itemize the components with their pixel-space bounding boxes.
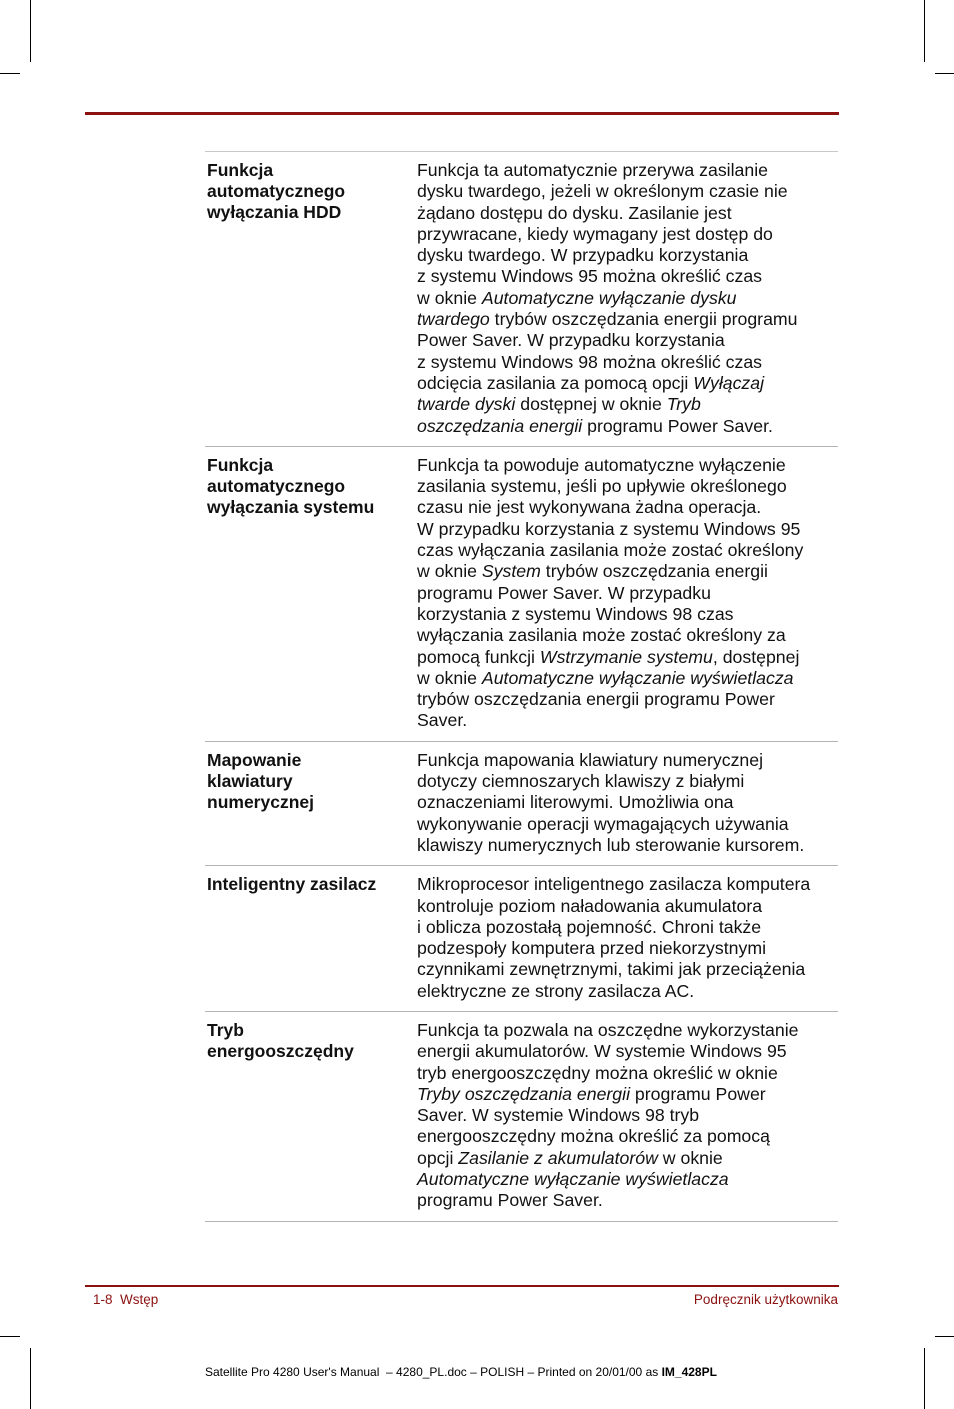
description-line — [417, 455, 838, 476]
print-info-code: IM_428PL — [661, 1365, 717, 1379]
description-emphasis: Wstrzymanie systemu — [539, 646, 713, 667]
description-text: Mikroprocesor inteligentnego zasilacza komputera — [417, 874, 811, 895]
description-line — [417, 750, 838, 771]
description-text: dostępnej w oknie — [515, 394, 667, 415]
feature-table — [205, 152, 838, 1222]
description-line — [417, 917, 838, 938]
term-line: Funkcja — [207, 160, 274, 180]
description-text: żądano dostępu do dysku. Zasilanie jest — [417, 202, 732, 223]
description-emphasis: Zasilanie z akumulatorów — [458, 1147, 658, 1168]
crop-mark — [30, 1348, 31, 1409]
description-line — [417, 181, 838, 202]
table-row — [205, 742, 838, 866]
term-line: Inteligentny zasilacz — [207, 874, 377, 895]
description-text: W przypadku korzystania z systemu Windows 95 — [417, 518, 801, 539]
crop-mark — [924, 1348, 925, 1409]
description-emphasis: Tryby oszczędzania energii — [417, 1083, 631, 1104]
description-line — [417, 938, 838, 959]
description-line — [417, 416, 838, 437]
feature-term — [205, 750, 416, 856]
term-line: automatycznego — [207, 476, 346, 497]
term-line: Mapowanie — [207, 749, 302, 770]
feature-description — [416, 160, 838, 437]
feature-term — [205, 455, 416, 732]
description-line — [417, 1190, 838, 1211]
description-emphasis: System — [481, 561, 541, 582]
description-line — [417, 497, 838, 518]
description-text: Saver. — [417, 710, 468, 731]
description-line — [417, 309, 838, 330]
description-text: energii akumulatorów. W systemie Windows 95 — [417, 1041, 787, 1062]
crop-mark — [0, 73, 20, 74]
description-text: tryb energooszczędny można określić w oknie — [417, 1062, 778, 1083]
description-emphasis: twardego — [417, 309, 490, 330]
description-line — [417, 476, 838, 497]
table-row — [205, 152, 838, 447]
footer-manual-title: Podręcznik użytkownika — [693, 1292, 838, 1307]
description-text: dysku twardego. W przypadku korzystania — [417, 245, 749, 266]
description-line — [417, 160, 838, 181]
print-info-text: Satellite Pro 4280 User's Manual – 4280_PL.doc – POLISH – Printed on 20/01/00 as — [205, 1365, 662, 1379]
description-line — [417, 394, 838, 415]
description-text: podzespoły komputera przed niekorzystnymi — [417, 938, 766, 959]
description-line — [417, 1041, 838, 1062]
description-line — [417, 1126, 838, 1147]
description-line — [417, 1169, 838, 1190]
description-text: klawiszy numerycznych lub sterowanie kursorem. — [417, 834, 805, 855]
term-line: Funkcja — [207, 454, 274, 475]
description-text: wyłączania zasilania może zostać określony za — [417, 625, 786, 646]
description-text: energooszczędny można określić za pomocą — [417, 1126, 770, 1147]
description-text: elektryczne ze strony zasilacza AC. — [417, 980, 695, 1001]
description-line — [417, 1084, 838, 1105]
description-line — [417, 604, 838, 625]
header-rule — [85, 112, 839, 115]
crop-mark — [0, 1336, 20, 1337]
description-text: odcięcia zasilania za pomocą opcji — [417, 372, 694, 393]
description-emphasis: Wyłączaj — [693, 372, 765, 393]
description-line — [417, 330, 838, 351]
term-line: automatycznego — [207, 181, 346, 202]
description-text: wykonywanie operacji wymagających używania — [417, 813, 789, 834]
description-line — [417, 835, 838, 856]
feature-term — [205, 1020, 416, 1212]
description-text: w oknie — [417, 667, 482, 688]
description-line — [417, 814, 838, 835]
description-line — [417, 352, 838, 373]
description-text: dotyczy ciemnoszarych klawiszy z białymi — [417, 771, 745, 792]
description-text: programu Power Saver. — [582, 415, 773, 436]
description-line — [417, 1020, 838, 1041]
description-text: Power Saver. W przypadku korzystania — [417, 330, 725, 351]
term-line: energooszczędny — [207, 1041, 354, 1062]
feature-description — [416, 874, 838, 1002]
description-text: Funkcja ta automatycznie przerywa zasilanie — [417, 160, 768, 180]
description-text: programu Power Saver. — [417, 1190, 603, 1211]
description-text: z systemu Windows 98 można określić czas — [417, 351, 763, 372]
description-emphasis: twarde dyski — [417, 394, 516, 415]
crop-mark — [935, 73, 954, 74]
description-text: korzystania z systemu Windows 98 czas — [417, 603, 734, 624]
description-text: oznaczeniami literowymi. Umożliwia ona — [417, 792, 734, 813]
print-info — [205, 1365, 717, 1379]
description-text: Funkcja ta pozwala na oszczędne wykorzystanie — [417, 1019, 799, 1040]
description-emphasis: Tryb — [666, 394, 701, 415]
description-line — [417, 288, 838, 309]
description-emphasis: Automatyczne wyłączanie wyświetlacza — [481, 667, 794, 688]
description-text: czas wyłączania zasilania może zostać określony — [417, 540, 804, 561]
term-line: wyłączania systemu — [207, 497, 375, 518]
description-text: programu Power — [630, 1083, 766, 1104]
description-text: czasu nie jest wykonywana żadna operacja. — [417, 497, 762, 518]
description-line — [417, 1105, 838, 1126]
description-text: Funkcja ta powoduje automatyczne wyłączenie — [417, 454, 786, 475]
description-emphasis: oszczędzania energii — [417, 415, 583, 436]
description-line — [417, 981, 838, 1002]
description-text: w oknie — [417, 287, 482, 308]
table-row — [205, 866, 838, 1012]
description-line — [417, 224, 838, 245]
description-text: trybów oszczędzania energii programu — [489, 309, 798, 330]
footer-rule — [85, 1285, 839, 1287]
crop-mark — [924, 0, 925, 62]
description-text: Saver. W systemie Windows 98 tryb — [417, 1105, 700, 1126]
description-line — [417, 373, 838, 394]
description-text: i oblicza pozostałą pojemność. Chroni także — [417, 916, 762, 937]
description-line — [417, 792, 838, 813]
description-line — [417, 710, 838, 731]
footer-page-section: 1-8 Wstęp — [93, 1292, 159, 1307]
description-text: kontroluje poziom naładowania akumulatora — [417, 895, 763, 916]
description-line — [417, 896, 838, 917]
description-line — [417, 625, 838, 646]
description-text: zasilania systemu, jeśli po upływie określonego — [417, 476, 787, 497]
description-emphasis: Automatyczne wyłączanie dysku — [481, 287, 737, 308]
crop-mark — [935, 1336, 954, 1337]
term-line: wyłączania HDD — [207, 202, 342, 223]
description-line — [417, 1148, 838, 1169]
feature-term — [205, 160, 416, 437]
description-line — [417, 689, 838, 710]
description-line — [417, 203, 838, 224]
description-line — [417, 583, 838, 604]
description-line — [417, 874, 838, 895]
description-text: w oknie — [417, 561, 482, 582]
term-line: numerycznej — [207, 792, 314, 813]
description-text: dysku twardego, jeżeli w określonym czasie nie — [417, 181, 788, 202]
description-line — [417, 959, 838, 980]
description-text: przywracane, kiedy wymagany jest dostęp do — [417, 223, 773, 244]
crop-mark — [30, 0, 31, 62]
term-line: klawiatury — [207, 770, 293, 791]
term-line: Tryb — [207, 1019, 244, 1040]
description-line — [417, 1063, 838, 1084]
table-row — [205, 1012, 838, 1222]
description-text: w oknie — [657, 1147, 723, 1168]
feature-description — [416, 1020, 838, 1212]
description-text: pomocą funkcji — [417, 646, 540, 667]
description-line — [417, 771, 838, 792]
description-text: czynnikami zewnętrznymi, takimi jak przeciążenia — [417, 959, 806, 980]
description-text: trybów oszczędzania energii — [540, 561, 768, 582]
description-line — [417, 647, 838, 668]
description-text: z systemu Windows 95 można określić czas — [417, 266, 763, 287]
description-line — [417, 245, 838, 266]
description-line — [417, 266, 838, 287]
description-line — [417, 561, 838, 582]
description-emphasis: Automatyczne wyłączanie wyświetlacza — [417, 1169, 729, 1190]
description-text: programu Power Saver. W przypadku — [417, 582, 711, 603]
feature-term — [205, 874, 416, 1002]
description-text: Funkcja mapowania klawiatury numerycznej — [417, 749, 764, 770]
description-text: opcji — [417, 1147, 459, 1168]
description-line — [417, 519, 838, 540]
table-row — [205, 447, 838, 742]
description-line — [417, 540, 838, 561]
feature-description — [416, 455, 838, 732]
description-text: trybów oszczędzania energii programu Power — [417, 689, 775, 710]
feature-description — [416, 750, 838, 856]
description-line — [417, 668, 838, 689]
description-text: , dostępnej — [712, 646, 800, 667]
